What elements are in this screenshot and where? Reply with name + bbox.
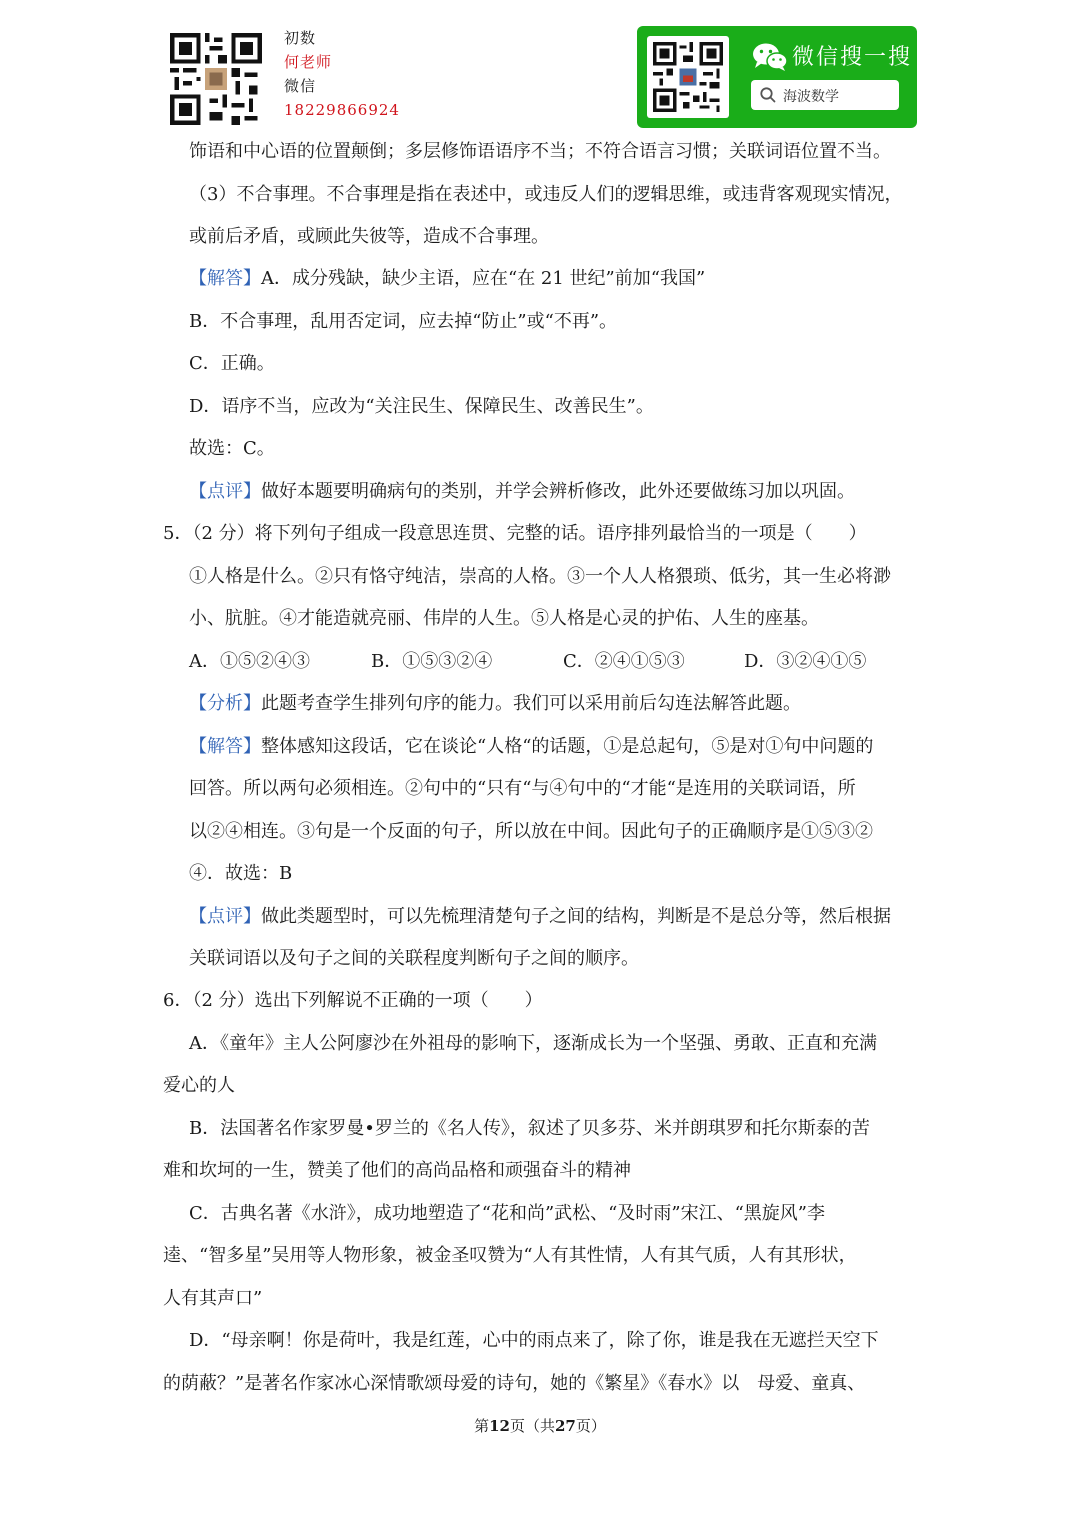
text-line: C．正确。 (189, 353, 275, 374)
option-b: B．①⑤③②④ (371, 651, 493, 672)
contact-phone: 18229866924 (284, 101, 400, 119)
answer-text: 整体感知这段话，它在谈论“人格“的话题，①是总起句，⑤是对①句中问题的 (261, 736, 874, 757)
analysis-text: 此题考查学生排列句序的能力。我们可以采用前后勾连法解答此题。 (261, 693, 801, 714)
answer-line (189, 735, 873, 759)
contact-subject: 初数 (284, 29, 317, 47)
wechat-search-banner (637, 26, 917, 128)
text-line: 回答。所以两句必须相连。②句中的“只有“与④句中的“才能“是连用的关联词语，所 (189, 778, 856, 799)
comment-tag: 【点评】 (189, 481, 261, 502)
comment-line (189, 905, 891, 929)
text-line: 爱心的人 (163, 1075, 235, 1096)
text-line: 故选：C。 (189, 438, 275, 459)
comment-text: 做好本题要明确病句的类别，并学会辨析修改，此外还要做练习加以巩固。 (261, 481, 855, 502)
contact-wechat-label: 微信 (284, 77, 317, 95)
question-5-stem: 5．（2 分）将下列句子组成一段意思连贯、完整的话。语序排列最恰当的一项是（ ） (163, 523, 867, 544)
option-d: D．③②④①⑤ (744, 651, 867, 672)
answer-text: A．成分残缺，缺少主语，应在“在 21 世纪”前加“我国” (261, 268, 706, 289)
text-line: B．不合事理，乱用否定词，应去掉“防止”或“不再”。 (189, 311, 618, 332)
banner-qr-code (653, 42, 723, 112)
text-line: 人有其声口” (163, 1288, 263, 1309)
banner-qr-frame (647, 36, 729, 118)
text-line: 关联词语以及句子之间的关联程度判断句子之间的顺序。 (189, 948, 639, 969)
answer-line (189, 267, 705, 291)
contact-teacher: 何老师 (284, 53, 333, 71)
option-c: C．古典名著《水浒》，成功地塑造了“花和尚”武松、“及时雨”宋江、“黑旋风”李 (189, 1203, 825, 1224)
text-line: 以②④相连。③句是一个反面的句子，所以放在中间。因此句子的正确顺序是①⑤③② (189, 821, 873, 842)
option-d: D．“母亲啊！你是荷叶，我是红莲，心中的雨点来了，除了你，谁是我在无遮拦天空下 (189, 1330, 879, 1351)
text-line: ④．故选：B (189, 863, 293, 884)
comment-line (189, 480, 855, 504)
page-prefix: 第 (474, 1417, 490, 1435)
text-line: 饰语和中心语的位置颠倒；多层修饰语语序不当；不符合语言习惯；关联词语位置不当。 (189, 141, 891, 162)
comment-text: 做此类题型时，可以先梳理清楚句子之间的结构，判断是不是总分等，然后根据 (261, 906, 891, 927)
option-b: B．法国著名作家罗曼•罗兰的《名人传》，叙述了贝多芬、米并朗琪罗和托尔斯泰的苦 (189, 1118, 870, 1139)
text-line: （3）不合事理。不合事理是指在表述中，或违反人们的逻辑思维，或违背客观现实情况， (189, 184, 903, 205)
text-line: 小、肮脏。④才能造就亮丽、伟岸的人生。⑤人格是心灵的护佑、人生的座基。 (189, 608, 819, 629)
comment-tag: 【点评】 (189, 906, 261, 927)
analysis-tag: 【分析】 (189, 693, 261, 714)
option-c: C．②④①⑤③ (563, 651, 685, 672)
wechat-search-title: 微信搜一搜 (792, 45, 913, 70)
answer-tag: 【解答】 (189, 736, 261, 757)
text-line: D．语序不当，应改为“关注民生、保障民生、改善民生”。 (189, 396, 654, 417)
text-line: 或前后矛盾，或顾此失彼等，造成不合事理。 (189, 226, 549, 247)
page-mid: 页（共 (509, 1417, 555, 1435)
search-icon (759, 86, 777, 104)
answer-tag: 【解答】 (189, 268, 261, 289)
text-line: 难和坎坷的一生，赞美了他们的高尚品格和顽强奋斗的精神 (163, 1160, 631, 1181)
wechat-search-query: 海波数学 (783, 89, 839, 105)
page-suffix: 页） (575, 1417, 606, 1435)
text-line: ①人格是什么。②只有恪守纯洁，崇高的人格。③一个人人格猥琐、低劣，其一生必将渺 (189, 566, 891, 587)
contact-qr-code (170, 33, 262, 125)
total-pages: 27 (555, 1417, 576, 1435)
text-line: 的荫蔽？”是著名作家冰心深情歌颂母爱的诗句，她的《繁星》《春水》以 母爱、童真、 (163, 1373, 866, 1394)
wechat-icon (752, 42, 788, 72)
contact-info (284, 26, 400, 122)
wechat-search-box[interactable] (751, 80, 899, 110)
page-number (0, 1416, 1080, 1436)
option-a: A．①⑤②④③ (189, 651, 310, 672)
analysis-line (189, 692, 801, 716)
question-6-stem: 6．（2 分）选出下列解说不正确的一项（ ） (163, 990, 543, 1011)
current-page: 12 (489, 1417, 510, 1435)
option-a: A．《童年》主人公阿廖沙在外祖母的影响下，逐渐成长为一个坚强、勇敢、正直和充满 (189, 1033, 877, 1054)
text-line: 逵、“智多星”吴用等人物形象，被金圣叹赞为“人有其性情，人有其气质，人有其形状， (163, 1245, 857, 1266)
